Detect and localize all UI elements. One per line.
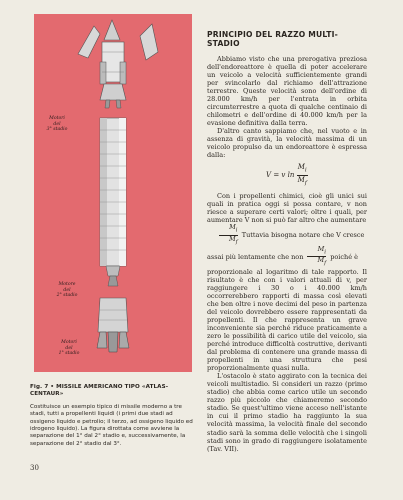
rocket-illustration <box>34 14 192 372</box>
article-column <box>207 30 367 453</box>
label-stage3-engines: Motori del 3° stadio <box>46 116 68 133</box>
atlas-centaur-drawing <box>34 14 192 372</box>
second-stage <box>100 118 126 286</box>
paragraph-5: proporzionale al logaritmo di tale rapporto. Il risultato è che con i valori attuali di v, per raggiungere i 30 o i 40.000 km/h occorrerebbero rapporti di massa così elevati che ben oltre i nove decimi del peso in partenza del veicolo dovrebbero essere rappresentati da propellenti. Il che rappresenta un grave inconveniente sia perché riduce praticamente a zero le possibilità di carico utile del veicolo, sia perché introduce difficoltà costruttive, derivanti dal problema di contenere una grande massa di propellenti in una struttura che pesi proporzionalmente quasi nulla. <box>207 267 367 373</box>
third-stage <box>100 42 126 108</box>
label-stage1-engines: Motori del 1° stadio <box>58 340 80 357</box>
paragraph-2: D'altro canto sappiamo che, nel vuoto e in assenza di gravità, la velocità massima di un veicolo propulso da un endoreattore è espressa dalla: <box>207 127 367 160</box>
first-stage <box>97 298 129 352</box>
rocket-equation: V = v ln $\frac{M_i}{M_f}$ <box>266 163 307 187</box>
paragraph-6: L'ostacolo è stato aggirato con la tecnica dei veicoli multistadio. Si consideri un razzo (primo stadio) che abbia come carico utile un secondo razzo più piccolo che chiameremo secondo stadio. Se quest'ultimo viene acceso nell'istante in cui il primo stadio ha raggiunto la sua velocità massima, la velocità finale del secondo stadio sarà la somma delle velocità che i singoli stadi sono in grado di raggiungere isolatamente (Tav. VII). <box>207 372 367 453</box>
paragraph-1: Abbiamo visto che una prerogativa preziosa dell'endoreattore è quella di poter accelerare un veicolo a velocità sufficientemente grandi per svincolarlo dal richiamo dell'attrazione terrestre. Queste velocità sono dell'ordine di 28.000 km/h per l'entrata in orbita circumterrestre a quota di qualche centinaio di chilometri e dell'ordine di 40.000 km/h per la evasione definitiva dalla terra. <box>207 54 367 128</box>
section-heading: PRINCIPIO DEL RAZZO MULTI-STADIO <box>207 30 338 49</box>
paragraph-3: Con i propellenti chimici, cioè gli unici sui quali in pratica oggi si possa contare, v non riesce a superare certi valori; oltre i quali, per aumentare V non si può far altro che aumentare <box>207 192 367 225</box>
caption-title: Fig. 7 • MISSILE AMERICANO TIPO «ATLAS-CENTAUR» <box>30 384 169 398</box>
page-number: 30 <box>30 464 39 472</box>
label-stage2-engine: Motore del 2° stadio <box>56 282 78 299</box>
figure-caption <box>30 384 193 448</box>
paragraph-4: $\frac{M_i}{M_f}$ Tuttavia bisogna notare che V cresce assai più lentamente che non $\frac{M_i}{M_f}$ poiché è <box>207 223 365 267</box>
caption-body: Costituisce un esempio tipico di missile moderno a tre stadi, tutti a propellenti liquidi (i primi due stadi ad ossigeno liquido e petrolio; il terzo, ad ossigeno liquido ed idrogeno liquido). La figura dirottata come avviene la separazione del 1° dal 2° stadio e, successivamente, la separazione del 2° stadio dal 3°. <box>30 403 193 447</box>
